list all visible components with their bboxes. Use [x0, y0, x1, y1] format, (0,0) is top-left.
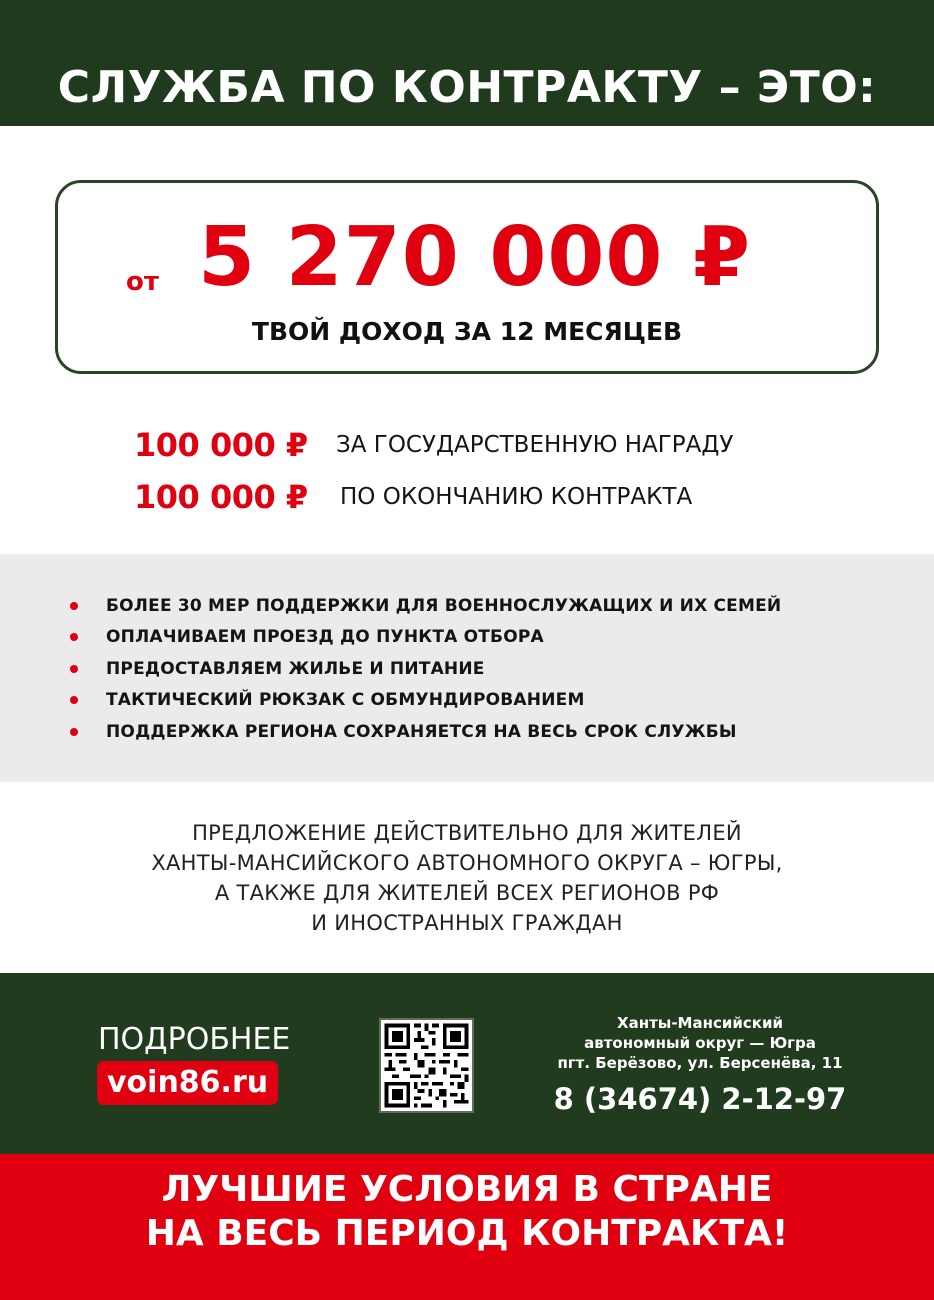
feature-text: ПОДДЕРЖКА РЕГИОНА СОХРАНЯЕТСЯ НА ВЕСЬ СРОК СЛУЖБЫ: [106, 721, 737, 742]
bullet-dot-icon: [70, 665, 78, 673]
qr-code-icon: [381, 1020, 472, 1111]
qr-code-icon[interactable]: [379, 1018, 474, 1113]
income-box: [55, 180, 879, 374]
list-item: [70, 590, 781, 622]
income-caption: ТВОЙ ДОХОД ЗА 12 МЕСЯЦЕВ: [251, 317, 683, 346]
contact-footer: [0, 973, 934, 1154]
income-prefix: от: [126, 267, 159, 297]
list-item: [70, 622, 781, 654]
bonus-row-contract-end: [134, 477, 692, 517]
feature-text: ОПЛАЧИВАЕМ ПРОЕЗД ДО ПУНКТА ОТБОРА: [106, 627, 544, 648]
offer-line: ХАНТЫ-МАНСИЙСКОГО АВТОНОМНОГО ОКРУГА – ЮГРЫ,: [151, 851, 783, 875]
offer-line: А ТАКЖЕ ДЛЯ ЖИТЕЛЕЙ ВСЕХ РЕГИОНОВ РФ: [214, 881, 720, 905]
header-bar: [0, 0, 934, 126]
banner-text: [0, 1168, 934, 1256]
bullet-dot-icon: [70, 602, 78, 610]
feature-text: БОЛЕЕ 30 МЕР ПОДДЕРЖКИ ДЛЯ ВОЕННОСЛУЖАЩИХ И ИХ СЕМЕЙ: [106, 595, 782, 616]
offer-line: И ИНОСТРАННЫХ ГРАЖДАН: [311, 911, 623, 935]
website-link[interactable]: voin86.ru: [97, 1061, 278, 1105]
page-title: СЛУЖБА ПО КОНТРАКТУ – ЭТО:: [57, 62, 877, 113]
list-item: [70, 685, 781, 717]
address-line: пгт. Берёзово, ул. Берсенёва, 11: [557, 1054, 843, 1072]
bullet-dot-icon: [70, 728, 78, 736]
offer-text: [0, 818, 934, 938]
features-section: [0, 554, 934, 782]
income-amount: 5 270 000 ₽: [198, 210, 752, 305]
list-item: [70, 716, 781, 748]
bullet-dot-icon: [70, 696, 78, 704]
bonus-amount: 100 000 ₽: [134, 426, 308, 464]
feature-text: ТАКТИЧЕСКИЙ РЮКЗАК С ОБМУНДИРОВАНИЕМ: [106, 690, 585, 711]
bonus-row-award: [134, 425, 733, 465]
banner-line: НА ВЕСЬ ПЕРИОД КОНТРАКТА!: [145, 1213, 789, 1254]
address: [540, 1013, 860, 1073]
phone-number[interactable]: 8 (34674) 2-12-97: [553, 1082, 847, 1116]
list-item: [70, 653, 781, 685]
bottom-banner: [0, 1154, 934, 1300]
bonus-amount: 100 000 ₽: [134, 478, 308, 516]
bonus-text: ПО ОКОНЧАНИЮ КОНТРАКТА: [340, 484, 693, 510]
bonus-text: ЗА ГОСУДАРСТВЕННУЮ НАГРАДУ: [336, 432, 734, 458]
offer-line: ПРЕДЛОЖЕНИЕ ДЕЙСТВИТЕЛЬНО ДЛЯ ЖИТЕЛЕЙ: [192, 821, 742, 845]
bullet-dot-icon: [70, 633, 78, 641]
address-line: автономный округ — Югра: [584, 1034, 816, 1052]
more-label: ПОДРОБНЕЕ: [98, 1022, 291, 1057]
feature-list: [70, 590, 781, 748]
banner-line: ЛУЧШИЕ УСЛОВИЯ В СТРАНЕ: [161, 1169, 773, 1210]
address-line: Ханты-Мансийский: [617, 1014, 783, 1032]
feature-text: ПРЕДОСТАВЛЯЕМ ЖИЛЬЕ И ПИТАНИЕ: [106, 658, 485, 679]
